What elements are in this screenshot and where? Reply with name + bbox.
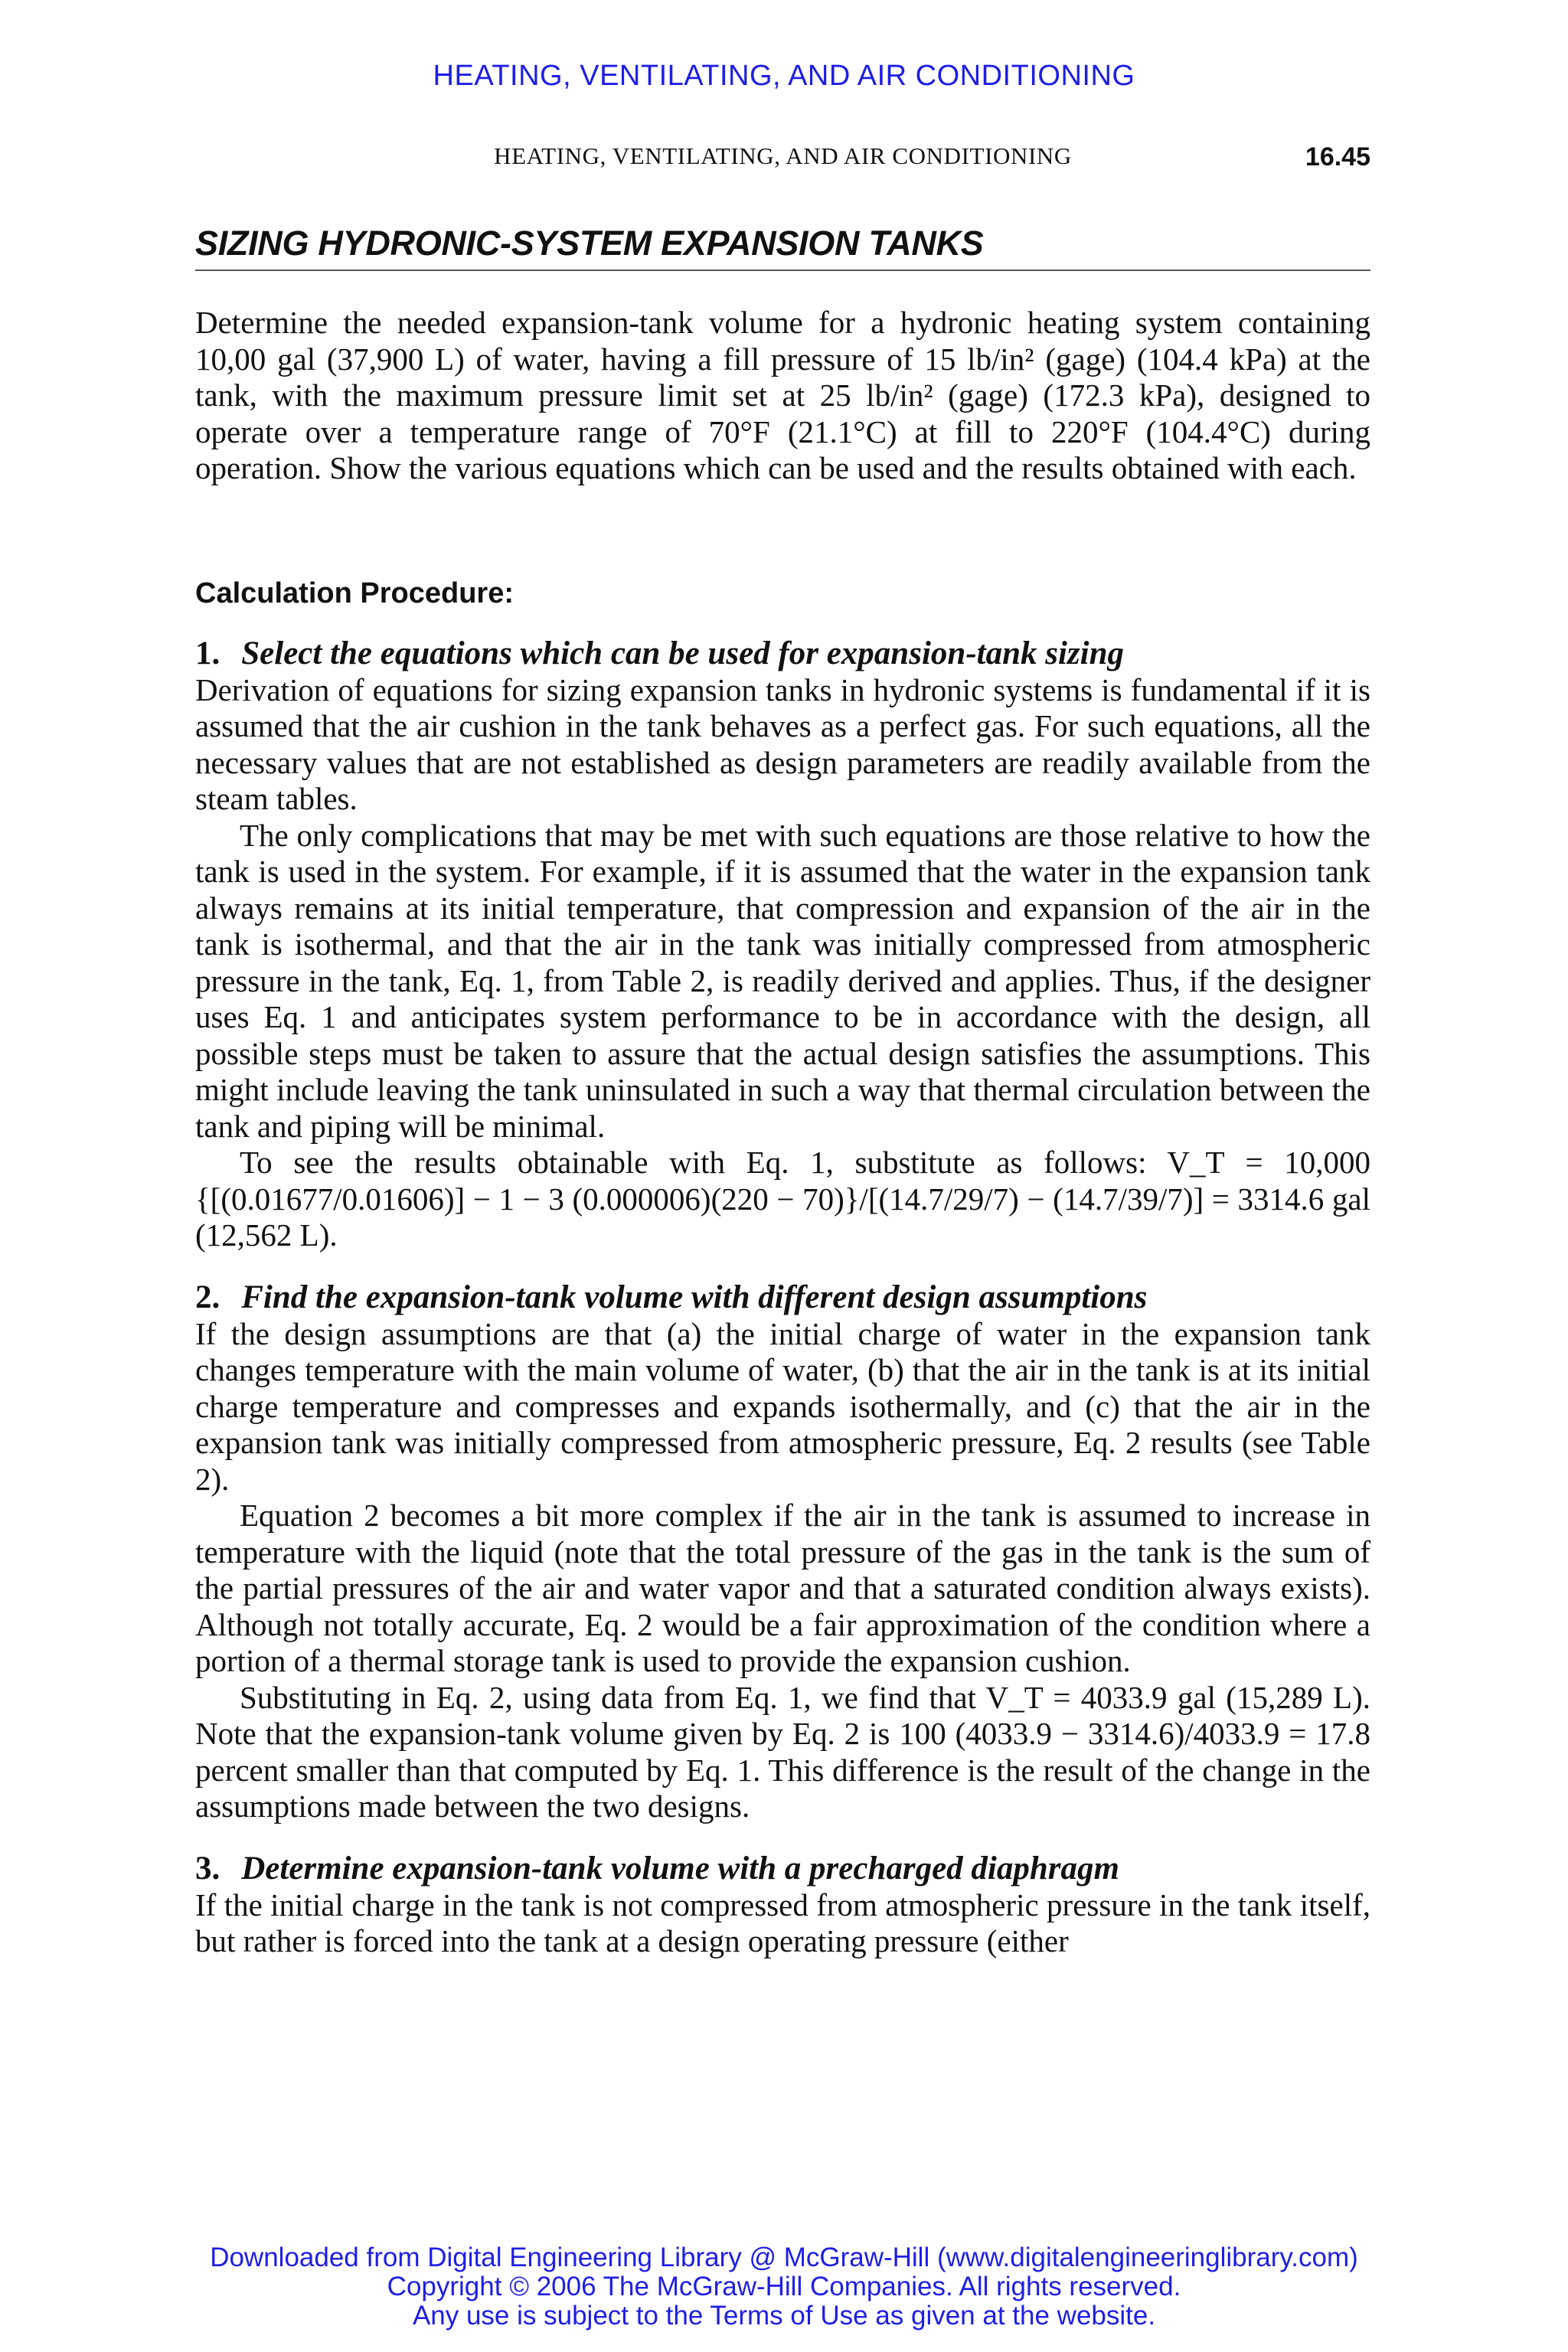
footer-copyright: Copyright © 2006 The McGraw-Hill Companies. All rights reserved. [387,2272,1181,2301]
step-paragraph: Equation 2 becomes a bit more complex if the air in the tank is assumed to increase in temperature with the liquid (note that the total pressure of the gas in the tank is the sum of the partial pressures of the air and water vapor and that a saturated condition always exists). Although not totally accurate, Eq. 2 would be a fair approximation of the condition where a portion of a thermal storage tank is used to provide the expansion cushion. [195,1498,1370,1678]
step-number: 1. [195,635,220,671]
step-heading [195,1850,1370,1887]
page-content [195,224,1370,1960]
running-head [195,142,1370,181]
step-paragraph: The only complications that may be met with such equations are those relative to how the tank is used in the system. For example, if it is assumed that the water in the expansion tank always remains at its initial temperature, that compression and expansion of the air in the tank is isothermal, and that the air in the tank was initially compressed from atmospheric pressure in the tank, Eq. 1, from Table 2, is readily derived and applies. Thus, if the designer uses Eq. 1 and anticipates system performance to be in accordance with the design, all possible steps must be taken to assure that the actual design satisfies the assumptions. This might include leaving the tank uninsulated in such a way that thermal circulation between the tank and piping will be minimal. [195,817,1370,1144]
step-paragraph: To see the results obtainable with Eq. 1, substitute as follows: V_T = 10,000 {[(0.01677/0.01606)] − 1 − 3 (0.000006)(220 − 70)}/[(14.7/29/7) − (14.7/39/7)] = 3314.6 gal (12,562 L). [195,1145,1370,1253]
section-title: SIZING HYDRONIC-SYSTEM EXPANSION TANKS [195,224,1370,271]
footer-terms-link[interactable]: Any use is subject to the Terms of Use as given at the website. [412,2301,1156,2331]
page-number: 16.45 [1305,142,1370,172]
step-paragraph: If the initial charge in the tank is not compressed from atmospheric pressure in the tank itself, but rather is forced into the tank at a design operating pressure (either [195,1886,1370,1958]
step-heading [195,1279,1370,1316]
step-heading [195,635,1370,672]
step-2 [195,1279,1370,1825]
running-head-title: HEATING, VENTILATING, AND AIR CONDITIONING [494,142,1072,169]
site-banner-link[interactable]: HEATING, VENTILATING, AND AIR CONDITIONING [433,60,1135,92]
step-1 [195,635,1370,1254]
step-number: 3. [195,1850,220,1886]
footer-download-link[interactable]: Downloaded from Digital Engineering Library @ McGraw-Hill (www.digitalengineeringlibrary.com) [210,2243,1358,2272]
footer [0,2243,1568,2331]
step-title: Determine expansion-tank volume with a precharged diaphragm [241,1850,1119,1886]
step-paragraph: Derivation of equations for sizing expansion tanks in hydronic systems is fundamental if it is assumed that the air cushion in the tank behaves as a perfect gas. For such equations, all the necessary values that are not established as design parameters are readily available from the steam tables. [195,671,1370,816]
problem-statement: Determine the needed expansion-tank volume for a hydronic heating system containing 10,00 gal (37,900 L) of water, having a fill pressure of 15 lb/in² (gage) (104.4 kPa) at the tank, with the maximum pressure limit set at 25 lb/in² (gage) (172.3 kPa), designed to operate over a temperature range of 70°F (21.1°C) at fill to 220°F (104.4°C) during operation. Show the various equations which can be used and the results obtained with each. [195,305,1370,485]
step-3 [195,1850,1370,1960]
step-paragraph: If the design assumptions are that (a) the initial charge of water in the expansion tank changes temperature with the main volume of water, (b) that the air in the tank is at its initial charge temperature and compresses and expands isothermally, and (c) that the air in the expansion tank was initially compressed from atmospheric pressure, Eq. 2 results (see Table 2). [195,1315,1370,1497]
step-number: 2. [195,1279,220,1315]
procedure-heading: Calculation Procedure: [195,577,514,609]
step-title: Find the expansion-tank volume with different design assumptions [241,1279,1148,1315]
step-paragraph: Substituting in Eq. 2, using data from Eq. 1, we find that V_T = 4033.9 gal (15,289 L). Note that the expansion-tank volume given by Eq. 2 is 100 (4033.9 − 3314.6)/4033.9 = 17.8 percent smaller than that computed by Eq. 1. This difference is the result of the change in the assumptions made between the two designs. [195,1679,1370,1824]
step-title: Select the equations which can be used for expansion-tank sizing [241,635,1125,671]
